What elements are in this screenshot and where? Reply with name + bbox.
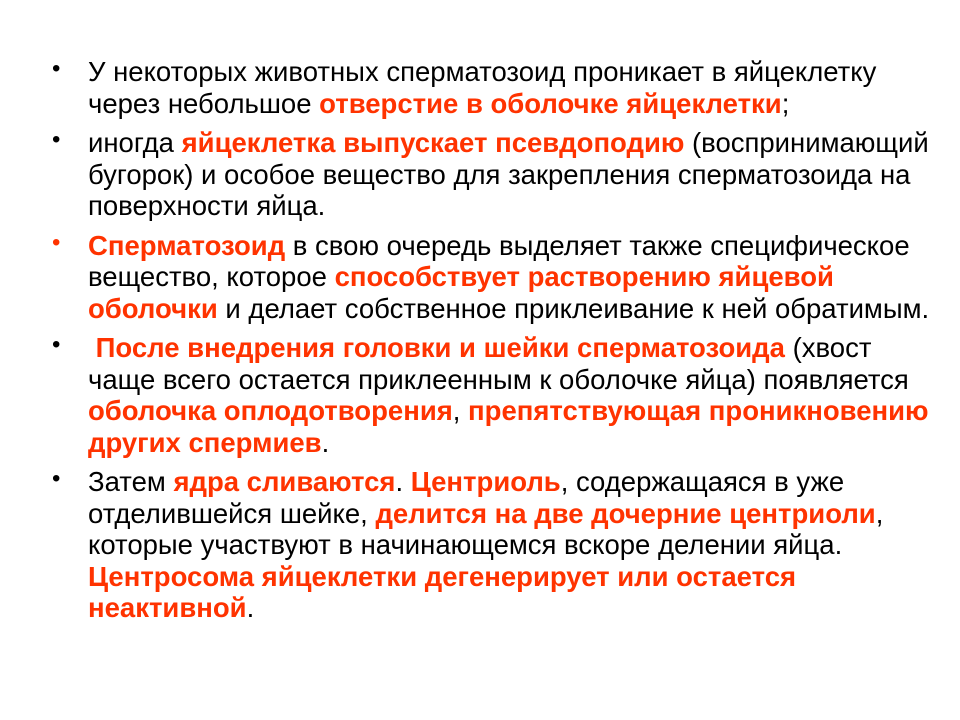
highlighted-text-run: препятствующая проникновению других спермиев	[88, 395, 929, 458]
bullet-marker: •	[52, 228, 61, 256]
bullet-item-4	[52, 332, 942, 458]
highlighted-text-run: ядра сливаются	[173, 466, 396, 497]
text-run: (воспринимающий бугорок) и особое вещество для закрепления сперматозоида на поверхности яйца.	[88, 127, 929, 221]
text-run: ,	[452, 395, 469, 426]
highlighted-text-run: Центриоль	[410, 466, 561, 497]
text-run	[88, 332, 96, 363]
text-run: (хвост чаще всего остается приклеенным к оболочке яйца) появляется	[88, 332, 909, 395]
highlighted-text-run: яйцеклетка выпускает псевдоподию	[181, 127, 685, 158]
bullet-marker: •	[52, 331, 61, 358]
bullet-item-1	[52, 56, 942, 119]
text-run: У некоторых животных сперматозоид проникает в яйцеклетку через небольшое	[88, 56, 877, 119]
text-run: .	[395, 466, 411, 497]
bullet-marker: •	[52, 126, 61, 153]
text-run: ;	[781, 87, 790, 119]
text-run: , которые участвуют в начинающемся вскоре делении яйца.	[88, 497, 884, 560]
text-run: .	[321, 426, 330, 458]
highlighted-text-run: отверстие в оболочке яйцеклетки	[319, 87, 782, 119]
bullet-item-5	[52, 466, 942, 624]
text-run: .	[246, 592, 255, 623]
text-run: Затем	[88, 466, 174, 497]
highlighted-text-run: способствует растворению яйцевой оболочки	[88, 261, 834, 324]
bullet-marker: •	[52, 55, 61, 82]
highlighted-text-run: оболочка оплодотворения	[88, 395, 453, 426]
bullet-list	[52, 56, 942, 632]
highlighted-text-run: делится на две дочерние центриоли	[375, 497, 876, 529]
highlighted-text-run: После внедрения головки и шейки сперматозоида	[95, 332, 785, 363]
text-run: и делает собственное приклеивание к ней обратимым.	[217, 292, 930, 324]
text-run: , содержащаяся в уже отделившейся шейке,	[88, 466, 845, 529]
bullet-item-3	[52, 230, 942, 325]
highlighted-text-run: Сперматозоид	[88, 229, 286, 261]
text-run: иногда	[88, 127, 182, 158]
highlighted-text-run: Центросома яйцеклетки дегенерирует или остается неактивной	[88, 560, 797, 623]
bullet-item-2	[52, 127, 942, 222]
text-run: в свою очередь выделяет также специфическое вещество, которое	[88, 229, 910, 292]
bullet-marker: •	[52, 465, 61, 492]
